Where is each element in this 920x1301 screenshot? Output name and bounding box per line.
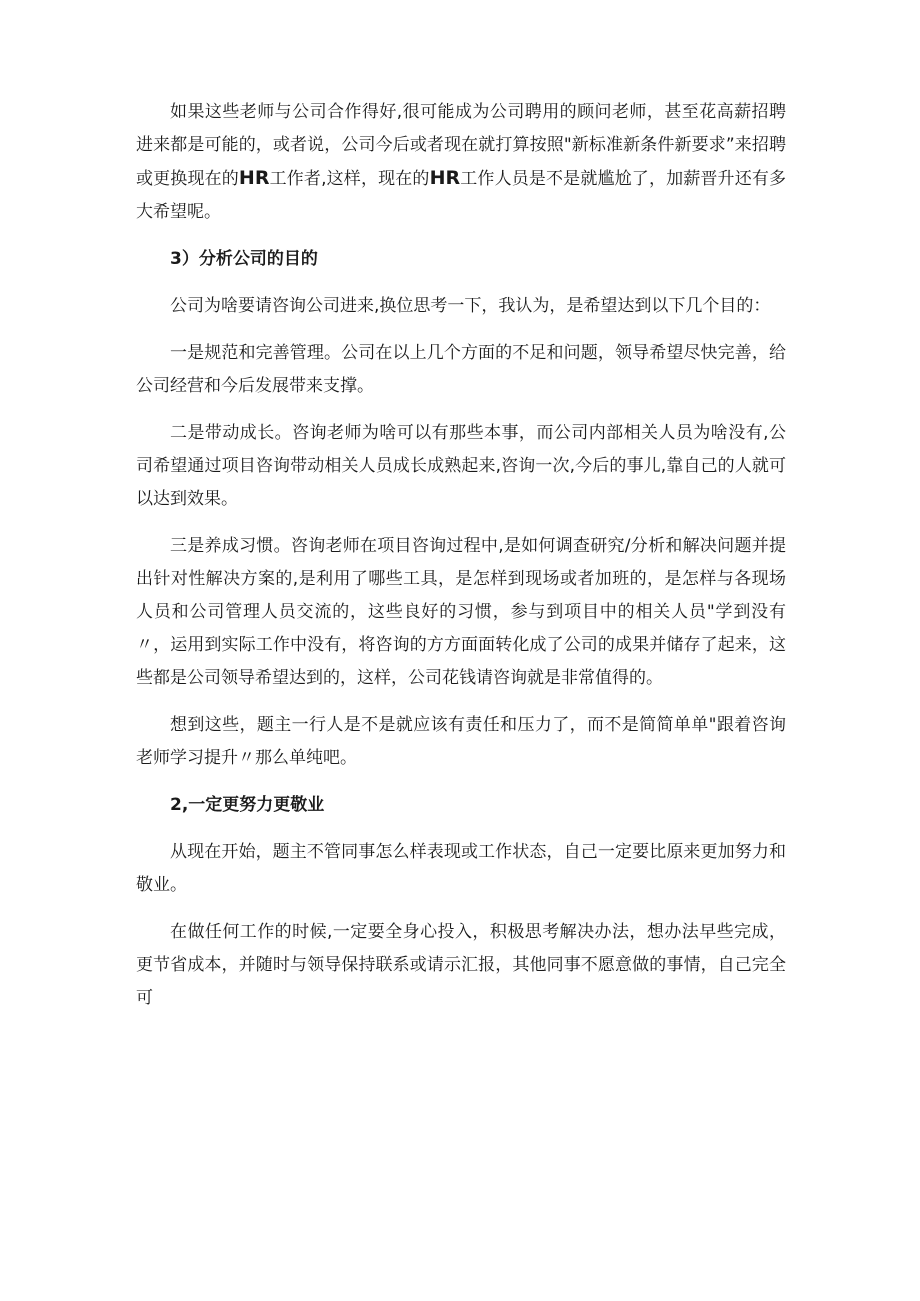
- paragraph-hr-consultants: 如果这些老师与公司合作得好,很可能成为公司聘用的顾问老师，甚至花高薪招聘进来都是可能的，或者说，公司今后或者现在就打算按照"新标准新条件新要求”来招聘或更换现在的HR工作者,这样，现在的HR工作人员是不是就尴尬了，加薪晋升还有多大希望呢。: [136, 102, 787, 222]
- hr-emphasis: HR: [238, 167, 270, 189]
- paragraph-why-consulting: 公司为啥要请咨询公司进来,换位思考一下，我认为，是希望达到以下几个目的：: [170, 296, 771, 316]
- paragraph-from-now-on: 从现在开始，题主不管同事怎么样表现或工作状态，自己一定要比原来更加努力和敬业。: [136, 842, 786, 895]
- paragraph-full-commitment: 在做任何工作的时候,一定要全身心投入，积极思考解决办法，想办法早些完成，更节省成本，并随时与领导保持联系或请示汇报，其他同事不愿意做的事情，自己完全可: [136, 922, 786, 1008]
- hr-emphasis: HR: [429, 167, 461, 189]
- paragraph-responsibility: 想到这些，题主一行人是不是就应该有责任和压力了，而不是简简单单"跟着咨询老师学习提升〃那么单纯吧。: [136, 715, 786, 768]
- document-body: [136, 96, 786, 1029]
- paragraph-goal-one: 一是规范和完善管理。公司在以上几个方面的不足和问题，领导希望尽快完善，给公司经营和今后发展带来支撑。: [136, 343, 786, 396]
- paragraph-goal-two: 二是带动成长。咨询老师为啥可以有那些本事，而公司内部相关人员为啥没有,公司希望通过项目咨询带动相关人员成长成熟起来,咨询一次,今后的事儿,靠自己的人就可以达到效果。: [136, 423, 786, 509]
- paragraph-goal-three: 三是养成习惯。咨询老师在项目咨询过程中,是如何调查研究/分析和解决问题并提出针对性解决方案的,是利用了哪些工具，是怎样到现场或者加班的，是怎样与各现场人员和公司管理人员交流的，这些良好的习惯，参与到项目中的相关人员"学到没有〃，运用到实际工作中没有，将咨询的方方面面转化成了公司的成果并储存了起来，这些都是公司领导希望达到的，这样，公司花钱请咨询就是非常值得的。: [136, 536, 786, 688]
- section-heading-work-harder: 2,一定更努力更敬业: [170, 795, 325, 815]
- section-heading-analyze-company-goals: 3）分析公司的目的: [170, 249, 318, 269]
